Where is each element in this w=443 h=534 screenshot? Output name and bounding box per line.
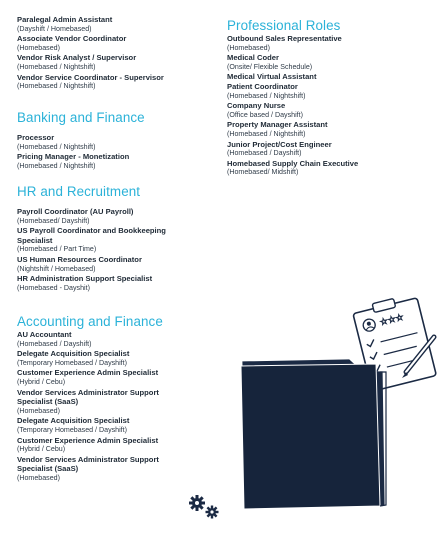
- job-details: (Homebased / Nightshift): [227, 91, 306, 100]
- job-details: (Hybrid / Cebu): [17, 445, 66, 454]
- job-details: (Homebased / Dayshift): [17, 339, 92, 348]
- job-title: Vendor Risk Analyst / Supervisor: [17, 53, 137, 63]
- job-details: (Homebased / Nightshift): [17, 161, 96, 170]
- job-details: (Homebased / Dayshift): [227, 149, 302, 158]
- job-title: Junior Project/Cost Engineer: [227, 139, 332, 149]
- job-title: Property Manager Assistant: [227, 120, 328, 130]
- job-title: Vendor Services Administrator Support Specialist (SaaS): [17, 454, 159, 474]
- job-details: (Homebased / Nightshift): [17, 142, 96, 151]
- job-details: (Homebased / Nightshift): [17, 62, 96, 71]
- job-title: Associate Vendor Coordinator: [17, 34, 127, 44]
- section-heading: Professional Roles: [227, 18, 341, 33]
- job-details: (Homebased): [17, 473, 60, 482]
- job-details: (Nightshift / Homebased): [17, 264, 96, 273]
- job-title: Vendor Services Administrator Support Specialist (SaaS): [17, 387, 159, 407]
- job-details: (Homebased / Nightshift): [227, 129, 306, 138]
- section-heading: Banking and Finance: [17, 110, 145, 125]
- section-heading: HR and Recruitment: [17, 184, 141, 199]
- gears-icon: [189, 495, 219, 519]
- job-details: (Homebased / Nightshift): [17, 82, 96, 91]
- job-title: Company Nurse: [227, 101, 286, 111]
- section-heading: Accounting and Finance: [17, 314, 163, 329]
- job-title: Customer Experience Admin Specialist: [17, 368, 159, 378]
- job-details: (Office based / Dayshift): [227, 110, 303, 119]
- job-title: Vendor Service Coordinator - Supervisor: [17, 72, 164, 82]
- job-title: AU Accountant: [17, 330, 72, 339]
- job-details: (Temporary Homebased / Dayshift): [17, 358, 127, 367]
- job-title: Delegate Acquisition Specialist: [17, 349, 130, 359]
- job-details: (Homebased / Part Time): [17, 245, 97, 254]
- job-title: HR Administration Support Specialist: [17, 274, 153, 284]
- job-title: Paralegal Admin Assistant: [17, 15, 113, 24]
- job-details: (Homebased): [227, 43, 270, 52]
- job-title: Homebased Supply Chain Executive: [227, 158, 359, 168]
- svg-text:☆☆☆: ☆☆☆: [378, 312, 405, 329]
- job-title: Processor: [17, 133, 55, 142]
- job-title: Patient Coordinator: [227, 81, 298, 91]
- folder-icon: [241, 360, 386, 509]
- job-title: US Payroll Coordinator and Bookkeeping Specialist: [17, 226, 166, 245]
- job-title: Pricing Manager - Monetization: [17, 152, 130, 162]
- job-details: (Temporary Homebased / Dayshift): [17, 425, 127, 434]
- job-details: (Homebased/ Dayshift): [17, 216, 90, 225]
- job-details: (Hybrid / Cebu): [17, 377, 66, 386]
- job-details: (Dayshift / Homebased): [17, 24, 92, 33]
- job-title: Payroll Coordinator (AU Payroll): [17, 207, 134, 216]
- job-details: (Homebased): [17, 406, 60, 415]
- job-title: Delegate Acquisition Specialist: [17, 416, 130, 426]
- job-details: (Homebased/ Midshift): [227, 168, 299, 177]
- job-title: Medical Coder: [227, 53, 279, 63]
- job-title: Outbound Sales Representative: [227, 34, 342, 43]
- job-title: US Human Resources Coordinator: [17, 254, 142, 264]
- job-details: (Homebased): [17, 43, 60, 52]
- job-title: Customer Experience Admin Specialist: [17, 435, 159, 445]
- job-details: (Onsite/ Flexible Schedule): [227, 62, 313, 71]
- job-details: (Homebased - Dayshit): [17, 283, 90, 292]
- job-title: Medical Virtual Assistant: [227, 72, 317, 82]
